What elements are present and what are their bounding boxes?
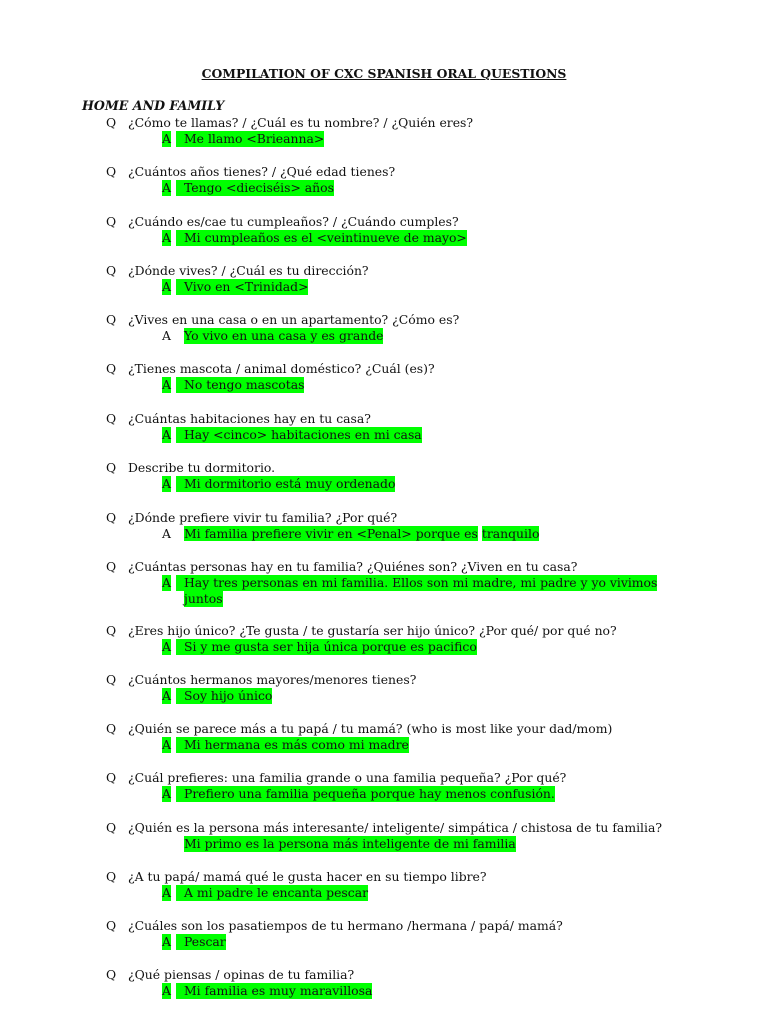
- question-marker: Q: [106, 721, 117, 736]
- question-row: [0, 559, 768, 575]
- answer-text: Si y me gusta ser hija única porque es pacifico: [176, 639, 477, 655]
- answer-marker: A: [162, 688, 171, 703]
- question-text: ¿Quién es la persona más interesante/ inteligente/ simpática / chistosa de tu familia?: [128, 820, 662, 835]
- question-marker: Q: [106, 361, 117, 376]
- question-text: ¿Cuáles son los pasatiempos de tu hermano /hermana / papá/ mamá?: [128, 918, 563, 933]
- answer-row: [0, 230, 768, 246]
- answer-text: Prefiero una familia pequeña porque hay menos confusión.: [176, 786, 555, 802]
- question-text: ¿Cuántos años tienes? / ¿Qué edad tienes?: [128, 164, 396, 179]
- answer-marker: A: [162, 786, 171, 801]
- qa-item: [0, 721, 768, 753]
- answer-text: A mi padre le encanta pescar: [176, 885, 368, 901]
- question-text: ¿Cómo te llamas? / ¿Cuál es tu nombre? / ¿Quién eres?: [128, 115, 474, 130]
- qa-item: [0, 411, 768, 443]
- answer-marker: A: [162, 377, 171, 392]
- answer-row: [0, 476, 768, 492]
- question-marker: Q: [106, 918, 117, 933]
- answer-text: Mi primo es la persona más inteligente de mi familia: [184, 836, 516, 851]
- question-row: [0, 411, 768, 427]
- answer-text: Pescar: [176, 934, 226, 950]
- question-row: [0, 214, 768, 230]
- answer-marker: A: [162, 639, 171, 654]
- answer-marker: A: [162, 279, 171, 294]
- question-row: [0, 164, 768, 180]
- question-text: ¿Cuántos hermanos mayores/menores tienes?: [128, 672, 417, 687]
- question-row: [0, 115, 768, 131]
- question-marker: Q: [106, 411, 117, 426]
- qa-item: [0, 312, 768, 344]
- question-marker: Q: [106, 770, 117, 785]
- answer-marker: A: [162, 476, 171, 491]
- answer-row: [0, 983, 768, 999]
- answer-row: [0, 131, 768, 147]
- question-text: ¿Tienes mascota / animal doméstico? ¿Cuál (es)?: [128, 361, 435, 376]
- question-row: [0, 967, 768, 983]
- answer-marker: A: [162, 885, 171, 900]
- answer-marker: A: [162, 180, 171, 195]
- answer-row: [0, 836, 768, 852]
- question-text: ¿A tu papá/ mamá qué le gusta hacer en su tiempo libre?: [128, 869, 487, 884]
- qa-item: [0, 623, 768, 655]
- answer-text: Mi cumpleaños es el <veintinueve de mayo>: [176, 230, 467, 246]
- answer-marker: A: [162, 131, 171, 146]
- question-text: ¿Cuándo es/cae tu cumpleaños? / ¿Cuándo cumples?: [128, 214, 459, 229]
- question-text: ¿Eres hijo único? ¿Te gusta / te gustaría ser hijo único? ¿Por qué/ por qué no?: [128, 623, 617, 638]
- answer-marker: A: [162, 526, 171, 541]
- answer-row: [0, 885, 768, 901]
- question-marker: Q: [106, 510, 117, 525]
- answer-text-line2: juntos: [184, 591, 223, 606]
- answer-row: [0, 328, 768, 344]
- document-title: COMPILATION OF CXC SPANISH ORAL QUESTIONS: [201, 66, 567, 81]
- section-heading: HOME AND FAMILY: [82, 98, 225, 113]
- answer-text: Vivo en <Trinidad>: [176, 279, 308, 295]
- question-marker: Q: [106, 820, 117, 835]
- qa-item: [0, 559, 768, 607]
- question-marker: Q: [106, 460, 117, 475]
- qa-item: [0, 510, 768, 542]
- answer-text: Mi hermana es más como mi madre: [176, 737, 409, 753]
- qa-item: [0, 460, 768, 492]
- answer-row: [0, 526, 768, 542]
- qa-item: [0, 918, 768, 950]
- question-row: [0, 672, 768, 688]
- question-marker: Q: [106, 559, 117, 574]
- question-marker: Q: [106, 312, 117, 327]
- answer-text-line1: Hay tres personas en mi familia. Ellos son mi madre, mi padre y yo vivimos: [176, 575, 657, 591]
- answer-text: [184, 526, 539, 542]
- answer-text: Yo vivo en una casa y es grande: [184, 328, 384, 343]
- question-row: [0, 918, 768, 934]
- answer-marker: A: [162, 737, 171, 752]
- question-row: [0, 460, 768, 476]
- qa-item: [0, 214, 768, 246]
- question-marker: Q: [106, 623, 117, 638]
- answer-row: [0, 737, 768, 753]
- question-text: ¿Vives en una casa o en un apartamento? ¿Cómo es?: [128, 312, 460, 327]
- question-text: ¿Qué piensas / opinas de tu familia?: [128, 967, 355, 982]
- qa-item: [0, 967, 768, 999]
- question-text: ¿Cuántas habitaciones hay en tu casa?: [128, 411, 371, 426]
- question-row: [0, 510, 768, 526]
- answer-marker: A: [162, 328, 171, 343]
- answer-row: [0, 279, 768, 295]
- answer-text: Mi dormitorio está muy ordenado: [176, 476, 395, 492]
- answer-marker: A: [162, 427, 171, 442]
- qa-item: [0, 820, 768, 852]
- answer-row-continuation: [0, 591, 768, 607]
- answer-marker: A: [162, 983, 171, 998]
- question-row: [0, 623, 768, 639]
- question-row: [0, 263, 768, 279]
- qa-item: [0, 115, 768, 147]
- answer-row: [0, 934, 768, 950]
- question-row: [0, 721, 768, 737]
- question-marker: Q: [106, 967, 117, 982]
- question-text: ¿Quién se parece más a tu papá / tu mamá? (who is most like your dad/mom): [128, 721, 613, 736]
- answer-text: Mi familia es muy maravillosa: [176, 983, 372, 999]
- answer-row: [0, 377, 768, 393]
- answer-text: No tengo mascotas: [176, 377, 304, 393]
- question-text: ¿Cuántas personas hay en tu familia? ¿Quiénes son? ¿Viven en tu casa?: [128, 559, 578, 574]
- answer-marker: A: [162, 230, 171, 245]
- answer-row: [0, 575, 768, 591]
- question-text: ¿Dónde vives? / ¿Cuál es tu dirección?: [128, 263, 369, 278]
- question-text: ¿Dónde prefiere vivir tu familia? ¿Por qué?: [128, 510, 398, 525]
- question-text: Describe tu dormitorio.: [128, 460, 276, 475]
- question-marker: Q: [106, 869, 117, 884]
- answer-marker: A: [162, 575, 171, 590]
- qa-item: [0, 263, 768, 295]
- answer-text-part1: Mi familia prefiere vivir en <Penal> porque es: [184, 526, 478, 541]
- qa-item: [0, 869, 768, 901]
- answer-row: [0, 639, 768, 655]
- question-row: [0, 312, 768, 328]
- question-marker: Q: [106, 164, 117, 179]
- question-marker: Q: [106, 672, 117, 687]
- answer-row: [0, 688, 768, 704]
- answer-text: Me llamo <Brieanna>: [176, 131, 324, 147]
- question-text: ¿Cuál prefieres: una familia grande o una familia pequeña? ¿Por qué?: [128, 770, 567, 785]
- answer-text: Hay <cinco> habitaciones en mi casa: [176, 427, 422, 443]
- answer-row: [0, 427, 768, 443]
- qa-item: [0, 361, 768, 393]
- answer-marker: A: [162, 934, 171, 949]
- answer-text: Soy hijo único: [176, 688, 272, 704]
- answer-text-part2: tranquilo: [481, 526, 540, 541]
- answer-row: [0, 180, 768, 196]
- question-row: [0, 820, 768, 836]
- question-row: [0, 869, 768, 885]
- qa-item: [0, 770, 768, 802]
- question-marker: Q: [106, 115, 117, 130]
- qa-item: [0, 164, 768, 196]
- answer-text: Tengo <dieciséis> años: [176, 180, 334, 196]
- question-marker: Q: [106, 214, 117, 229]
- qa-item: [0, 672, 768, 704]
- question-marker: Q: [106, 263, 117, 278]
- answer-row: [0, 786, 768, 802]
- question-row: [0, 770, 768, 786]
- question-row: [0, 361, 768, 377]
